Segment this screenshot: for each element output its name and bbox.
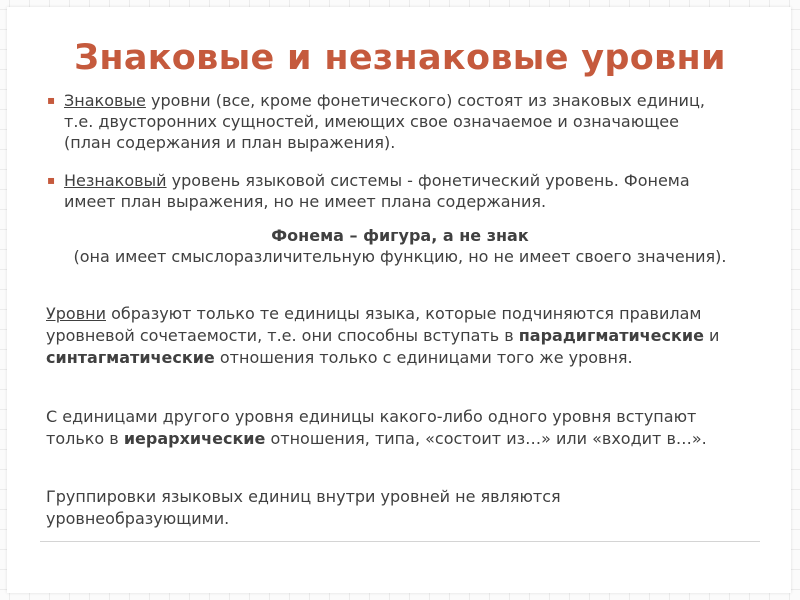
bullet-marker-icon: ▪ (47, 173, 56, 187)
paragraph-hierarchy (46, 406, 746, 450)
bullet-text: уровни (все, кроме фонетического) состоят из знаковых единиц, т.е. двусторонних сущностей, имеющих свое означаемое и означающее (план содержания и план выражения). (64, 91, 705, 152)
paragraph-text: С единицами другого уровня единицы какого-либо одного уровня вступают только в (46, 407, 697, 448)
bullet-text: уровень языковой системы - фонетический уровень. Фонема имеет план выражения, но не имеет плана содержания. (64, 171, 690, 211)
paragraph-text: образуют только те единицы языка, которые подчиняются правилам уровневой сочетаемости, т.е. они способны вступать в (46, 304, 702, 345)
bullet-term: Знаковые (64, 91, 146, 110)
bullet-item-nonsign-level (47, 170, 724, 212)
bullet-item-sign-levels (47, 90, 724, 153)
paragraph-groupings (46, 486, 746, 530)
phoneme-note-heading: Фонема – фигура, а не знак (271, 226, 529, 245)
paragraph-text: отношения только с единицами того же уровня. (214, 348, 633, 367)
phoneme-note (60, 225, 740, 267)
paragraph-levels (46, 303, 746, 369)
bullet-marker-icon: ▪ (47, 93, 56, 107)
paragraph-text: Группировки языковых единиц внутри уровней не являются уровнеобразующими. (46, 487, 561, 528)
paragraph-text: и (703, 326, 720, 345)
paragraph-bold-term: иерархические (123, 429, 266, 448)
paragraph-text: отношения, типа, «состоит из…» или «входит в…». (265, 429, 707, 448)
bullet-term: Незнаковый (64, 171, 167, 190)
bottom-divider (40, 541, 760, 542)
paragraph-bold-term: парадигматические (518, 326, 704, 345)
phoneme-note-text: (она имеет смыслоразличительную функцию, но не имеет своего значения). (73, 247, 727, 266)
slide-title: Знаковые и незнаковые уровни (74, 38, 726, 78)
paragraph-term: Уровни (46, 304, 106, 323)
paragraph-bold-term: синтагматические (46, 348, 215, 367)
